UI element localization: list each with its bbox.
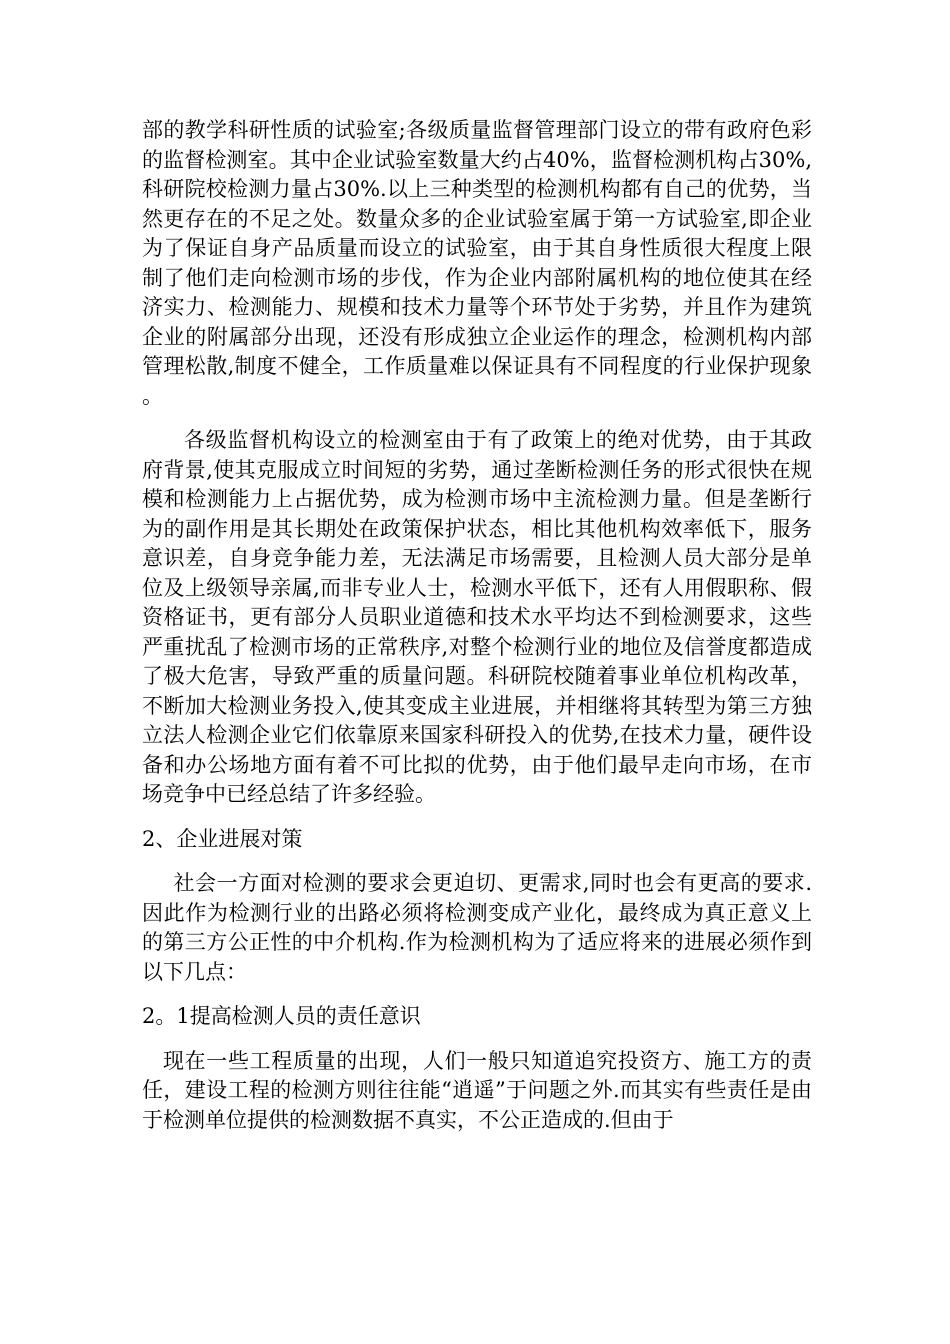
document-body [142,116,812,1135]
paragraph-industry-outlook: 社会一方面对检测的要求会更迫切、更需求,同时也会有更高的要求.因此作为检测行业的出路必须将检测变成产业化，最终成为真正意义上的第三方公正性的中介机构.作为检测机构为了适应将来的进展必须作到以下几点： [142,871,812,984]
subsection-heading-responsibility: 2。1提高检测人员的责任意识 [142,1004,421,1028]
section-heading-development-strategy: 2、企业进展对策 [142,826,303,851]
paragraph-supervision-agencies: 各级监督机构设立的检测室由于有了政策上的绝对优势，由于其政府背景,使其克服成立时间短的劣势，通过垄断检测任务的形式很快在规模和检测能力上占据优势，成为检测市场中主流检测力量。但是垄断行为的副作用是其长期处在政策保护状态，相比其他机构效率低下，服务意识差，自身竞争能力差，无法满足市场需要，且检测人员大部分是单位及上级领导亲属,而非专业人士，检测水平低下，还有人用假职称、假资格证书，更有部分人员职业道德和技术水平均达不到检测要求，这些严重扰乱了检测市场的正常秩序,对整个检测行业的地位及信誉度都造成了极大危害，导致严重的质量问题。科研院校随着事业单位机构改革，不断加大检测业务投入,使其变成主业进展，并相继将其转型为第三方独立法人检测企业它们依靠原来国家科研投入的优势,在技术力量，硬件设备和办公场地方面有着不可比拟的优势，由于他们最早走向市场，在市场竞争中已经总结了许多经验。 [142,428,812,806]
paragraph-responsibility: 现在一些工程质量的出现，人们一般只知道追究投资方、施工方的责任，建设工程的检测方则往往能“逍遥”于问题之外.而其实有些责任是由于检测单位提供的检测数据不真实，不公正造成的.但由于 [142,1048,812,1132]
paragraph-testing-lab-types: 部的教学科研性质的试验室;各级质量监督管理部门设立的带有政府色彩的监督检测室。其中企业试验室数量大约占40%，监督检测机构占30%,科研院校检测力量占30%.以上三种类型的检测机构都有自己的优势，当然更存在的不足之处。数量众多的企业试验室属于第一方试验室,即企业为了保证自身产品质量而设立的试验室，由于其自身性质很大程度上限制了他们走向检测市场的步伐，作为企业内部附属机构的地位使其在经济实力、检测能力、规模和技术力量等个环节处于劣势，并且作为建筑企业的附属部分出现，还没有形成独立企业运作的理念，检测机构内部管理松散,制度不健全，工作质量难以保证具有不同程度的行业保护现象。 [142,118,812,408]
